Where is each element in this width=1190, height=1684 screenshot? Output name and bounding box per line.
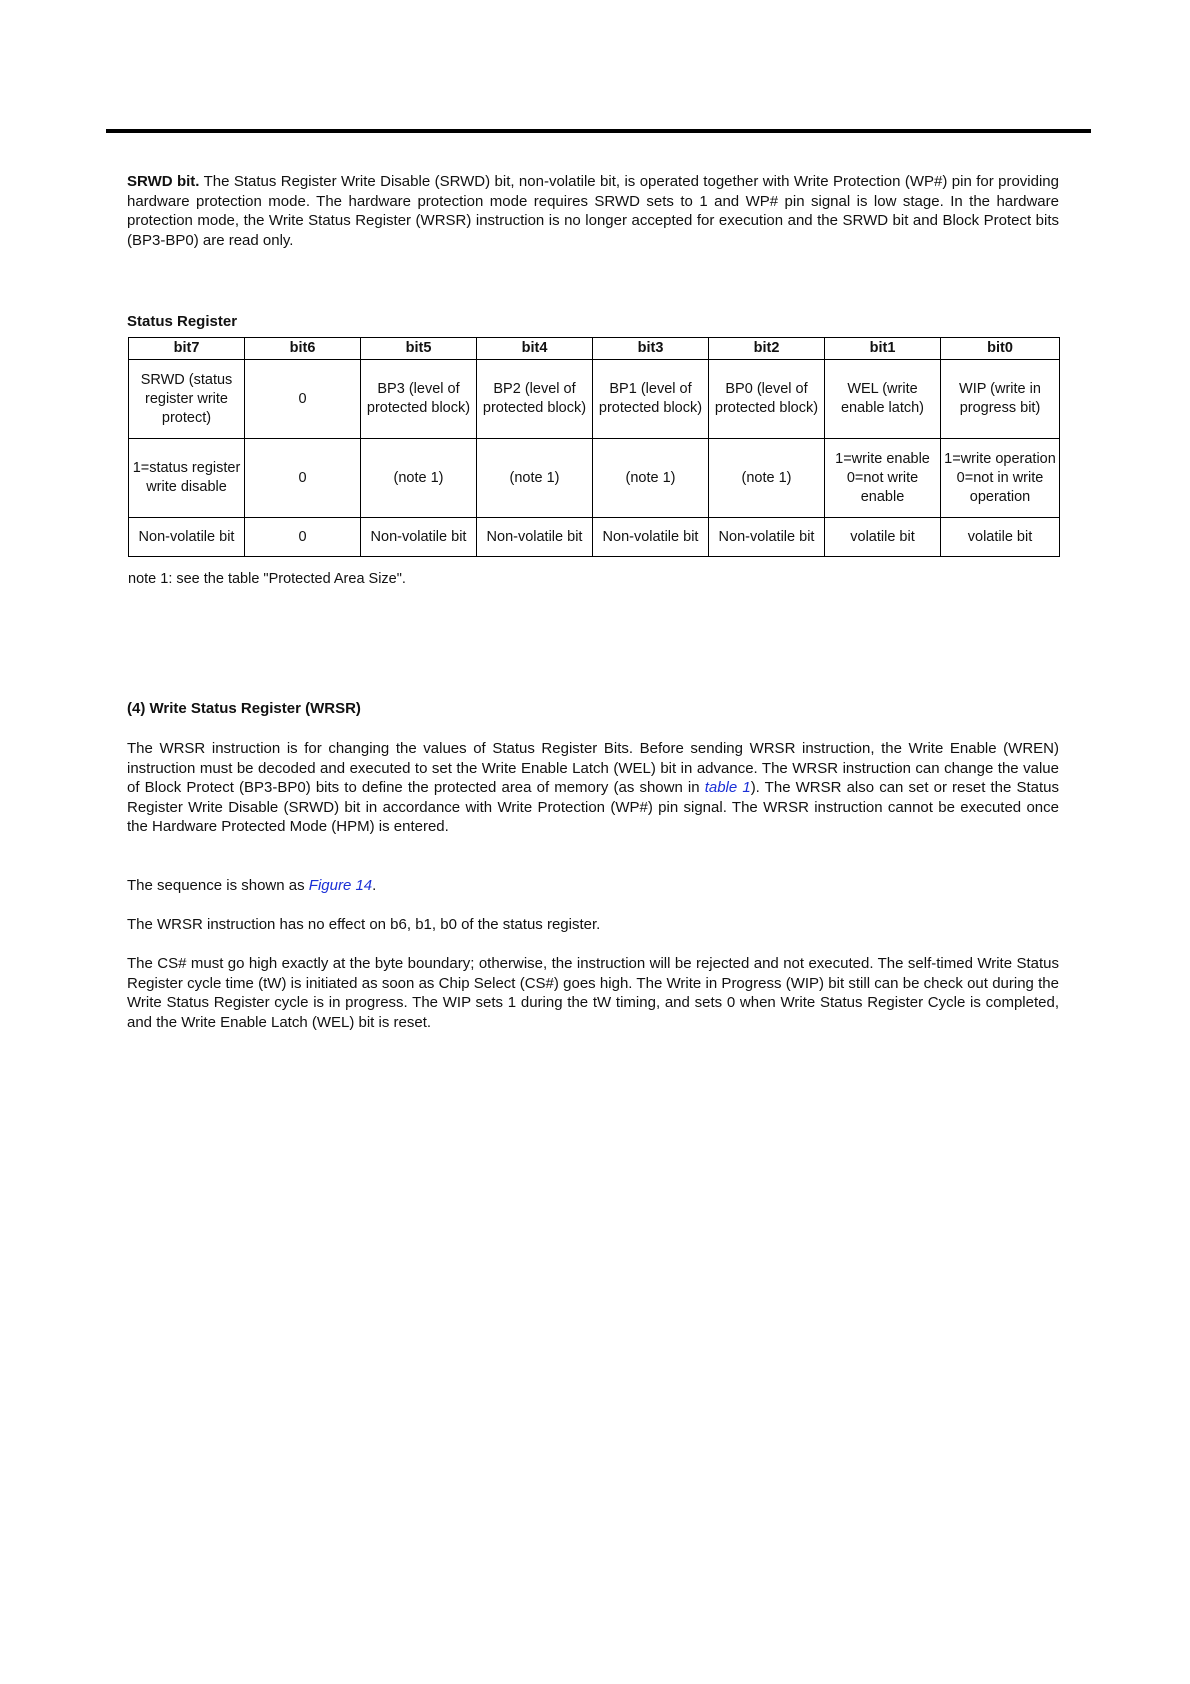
table-cell: 0: [245, 518, 361, 557]
wrsr-heading: (4) Write Status Register (WRSR): [127, 700, 361, 717]
wrsr-paragraph-4: The CS# must go high exactly at the byte boundary; otherwise, the instruction will be rejected and not executed. The self-timed Write Status Register cycle time (tW) is initiated as soon as Chip Select (CS#) goes high. The Write in Progress (WIP) bit still can be check out during the Write Status Register cycle is in progress. The WIP sets 1 during the tW timing, and sets 0 when Write Status Register Cycle is completed, and the Write Enable Latch (WEL) bit is reset.: [127, 955, 1059, 1031]
header-cell: bit4: [477, 338, 593, 360]
table-cell: BP3 (level of protected block): [361, 360, 477, 439]
table-cell: Non-volatile bit: [361, 518, 477, 557]
table-cell: 0: [245, 360, 361, 439]
table-header-row: [129, 338, 1060, 360]
table-cell: 1=write enable 0=not write enable: [825, 439, 941, 518]
table-row: [129, 518, 1060, 557]
table-cell: BP0 (level of protected block): [709, 360, 825, 439]
table-cell: Non-volatile bit: [129, 518, 245, 557]
figure-14-link[interactable]: Figure 14: [308, 877, 373, 894]
header-cell: bit2: [709, 338, 825, 360]
table-cell: Non-volatile bit: [477, 518, 593, 557]
wrsr-p2-text-end: .: [372, 877, 377, 894]
status-register-title: Status Register: [127, 313, 238, 330]
header-cell: bit6: [245, 338, 361, 360]
wrsr-p2-text: The sequence is shown as: [127, 877, 309, 894]
header-cell: bit7: [129, 338, 245, 360]
wrsr-paragraph-3: The WRSR instruction has no effect on b6, b1, b0 of the status register.: [127, 916, 601, 933]
table-cell: BP1 (level of protected block): [593, 360, 709, 439]
header-cell: bit0: [941, 338, 1060, 360]
header-rule: [106, 129, 1091, 133]
table-cell: 1=write operation 0=not in write operation: [941, 439, 1060, 518]
srwd-text: The Status Register Write Disable (SRWD) bit, non-volatile bit, is operated together with Write Protection (WP#) pin for providing hardware protection mode. The hardware protection mode requires SRWD sets to 1 and WP# pin signal is low stage. In the hardware protection mode, the Write Status Register (WRSR) instruction is no longer accepted for execution and the SRWD bit and Block Protect bits (BP3-BP0) are read only.: [127, 173, 1059, 249]
table-cell: (note 1): [477, 439, 593, 518]
header-cell: bit5: [361, 338, 477, 360]
wrsr-p1-text-end: ). The WRSR also can set or reset the Status Register Write Disable (SRWD) bit in accordance with Write Protection (WP#) pin signal. The WRSR instruction cannot be executed once the Hardware Protected Mode (HPM) is entered.: [127, 779, 1059, 836]
table-cell: volatile bit: [825, 518, 941, 557]
wrsr-paragraph-2: [127, 876, 1059, 896]
table-cell: 1=status register write disable: [129, 439, 245, 518]
table-cell: (note 1): [361, 439, 477, 518]
table-cell: WIP (write in progress bit): [941, 360, 1060, 439]
table-row: [129, 439, 1060, 518]
table-cell: 0: [245, 439, 361, 518]
table-cell: (note 1): [593, 439, 709, 518]
table-cell: SRWD (status register write protect): [129, 360, 245, 439]
header-cell: bit1: [825, 338, 941, 360]
table-cell: volatile bit: [941, 518, 1060, 557]
table-1-link[interactable]: table 1: [704, 779, 751, 797]
table-cell: Non-volatile bit: [593, 518, 709, 557]
wrsr-p1-text: The WRSR instruction is for changing the values of Status Register Bits. Before sending WRSR instruction, the Write Enable (WREN) instruction must be decoded and executed to set the Write Enable Latch (WEL) bit in advance. The WRSR instruction can change the value of Block Protect (BP3-BP0) bits to define the protected area of memory (as shown in: [127, 740, 1059, 797]
table-cell: (note 1): [709, 439, 825, 518]
table-cell: WEL (write enable latch): [825, 360, 941, 439]
srwd-lead: SRWD bit.: [127, 173, 200, 190]
table-cell: Non-volatile bit: [709, 518, 825, 557]
header-cell: bit3: [593, 338, 709, 360]
wrsr-paragraph-1: [127, 739, 1059, 837]
status-register-table: [128, 337, 1060, 557]
table-note: note 1: see the table "Protected Area Size".: [128, 571, 406, 587]
table-cell: BP2 (level of protected block): [477, 360, 593, 439]
srwd-paragraph: [127, 172, 1059, 250]
table-row: [129, 360, 1060, 439]
